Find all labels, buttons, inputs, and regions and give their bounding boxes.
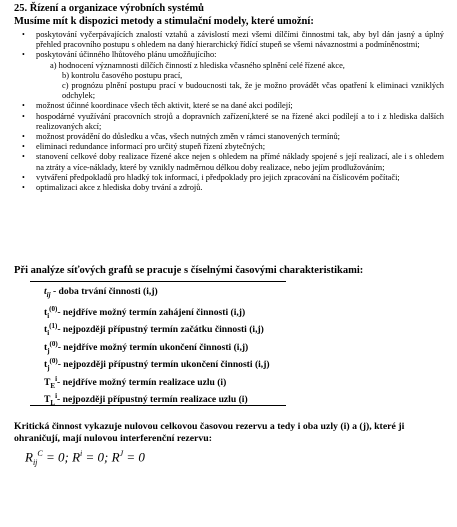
legend-item: $t_i^{(0)}-$ nejdříve možný termín zahájení činnosti (i,j) (44, 304, 246, 320)
legend-item: $t_j^{(0)}-$ nejpozději přípustný termín ukončení činnosti (i,j) (44, 357, 270, 373)
legend-text: - nejpozději přípustný termín realizace uzlu (i) (57, 394, 248, 406)
legend-text: - nejpozději přípustný termín ukončení činnosti (i,j) (57, 359, 270, 371)
page-title: 25. Řízení a organizace výrobních systémů (14, 3, 204, 14)
list-item (14, 101, 444, 111)
list-item-text: možnost provádění do důsledku a včas, všech nutných změn v rámci stanovených termínů; (36, 132, 340, 142)
sub-item: c) prognózu plnění postupu prací v budoucnosti tak, že je možno provádět včas opatření k eliminaci vzniklých odchylek; (62, 81, 444, 101)
list-item (14, 142, 444, 152)
list-item (14, 30, 444, 50)
analysis-heading: Při analýze síťových grafů se pracuje s číselnými časovými charakteristikami: (14, 265, 364, 276)
list-item (14, 152, 444, 172)
critical-activity-text: Kritická činnost vykazuje nulovou celkovou časovou rezervu a tedy i oba uzly (i) a (j), které ji ohraničují, mají nulovou interferenční rezervu: (14, 421, 405, 445)
list-item-text: stanovení celkové doby realizace řízené akce nejen s ohledem na přímé náklady spojené s její realizací, ale i s ohledem na ztráty a více-náklady, které by vznikly nadměrnou délkou doby realizace, nebo jejím prodlužováním; (36, 152, 444, 172)
list-item-text: eliminaci redundance informací pro určitý stupeň řízení zbytečných; (36, 142, 266, 152)
list-item-text: optimalizaci akce z hlediska doby trvání a zdrojů. (36, 183, 203, 193)
legend-item: $t_i^{(1)}-$ nejpozději přípustný termín začátku činnosti (i,j) (44, 322, 264, 338)
legend-text: - nejpozději přípustný termín začátku činnosti (i,j) (57, 324, 264, 336)
list-item-text: vytváření předpokladů pro hladký tok informací, i předpoklady pro jejich zpracování na číslicovém počítači; (36, 172, 400, 182)
intro-text: Musíme mít k dispozici metody a stimulační modely, které umožní: (14, 16, 314, 27)
list-item (14, 132, 444, 142)
list-item-text: poskytování účinného lhůtového plánu umožňujícího: (36, 50, 217, 60)
list-item-text: možnost účinné koordinace všech těch aktivit, které se na dané akci podílejí; (36, 101, 293, 111)
legend-item: $T_E^i-$ nejdříve možný termín realizace uzlu (i) (44, 374, 227, 390)
list-item (14, 173, 444, 183)
legend-text: - doba trvání činnosti (i,j) (52, 286, 158, 297)
sub-item: b) kontrolu časového postupu prací, (62, 70, 183, 80)
legend-item: $t_j^{(0)}-$ nejdříve možný termín ukončení činnosti (i,j) (44, 339, 249, 355)
legend-text: - nejdříve možný termín realizace uzlu (i) (57, 376, 227, 388)
legend-item: $t_{ij}$ - doba trvání činnosti (i,j) (44, 286, 158, 299)
divider (30, 281, 286, 282)
critical-formula: $R_{ij}^C = 0$; $R^i = 0$; $R^J = 0$ (25, 449, 145, 467)
list-item (14, 112, 444, 132)
divider (30, 405, 286, 406)
list-item (14, 50, 444, 101)
list-item-text: hospodárné využívání pracovních strojů a dopravních zařízení,které se na řízené akci podílejí a to i z hlediska dalších realizovaných akcí; (36, 111, 444, 131)
time-characteristics-list (30, 283, 290, 406)
legend-item: $T_L^i-$ nejpozději přípustný termín realizace uzlu (i) (44, 392, 248, 408)
sub-item: a) hodnocení významnosti dílčích činností z hlediska včasného splnění celé řízené akce, (50, 60, 345, 70)
list-item-text: poskytování vyčerpávajících znalostí vztahů a závislostí mezi všemi dílčími činnostmi tak, aby byl dán jasný a úplný přehled pracovního postupu s ohledem na daný hierarchický řídící stupeň se všemi návaznostmi a podmíněnostmi; (36, 30, 444, 50)
list-item (14, 183, 444, 193)
requirements-list (14, 30, 444, 193)
legend-text: - nejdříve možný termín zahájení činnosti (i,j) (57, 306, 246, 318)
legend-text: - nejdříve možný termín ukončení činnosti (i,j) (57, 341, 249, 353)
